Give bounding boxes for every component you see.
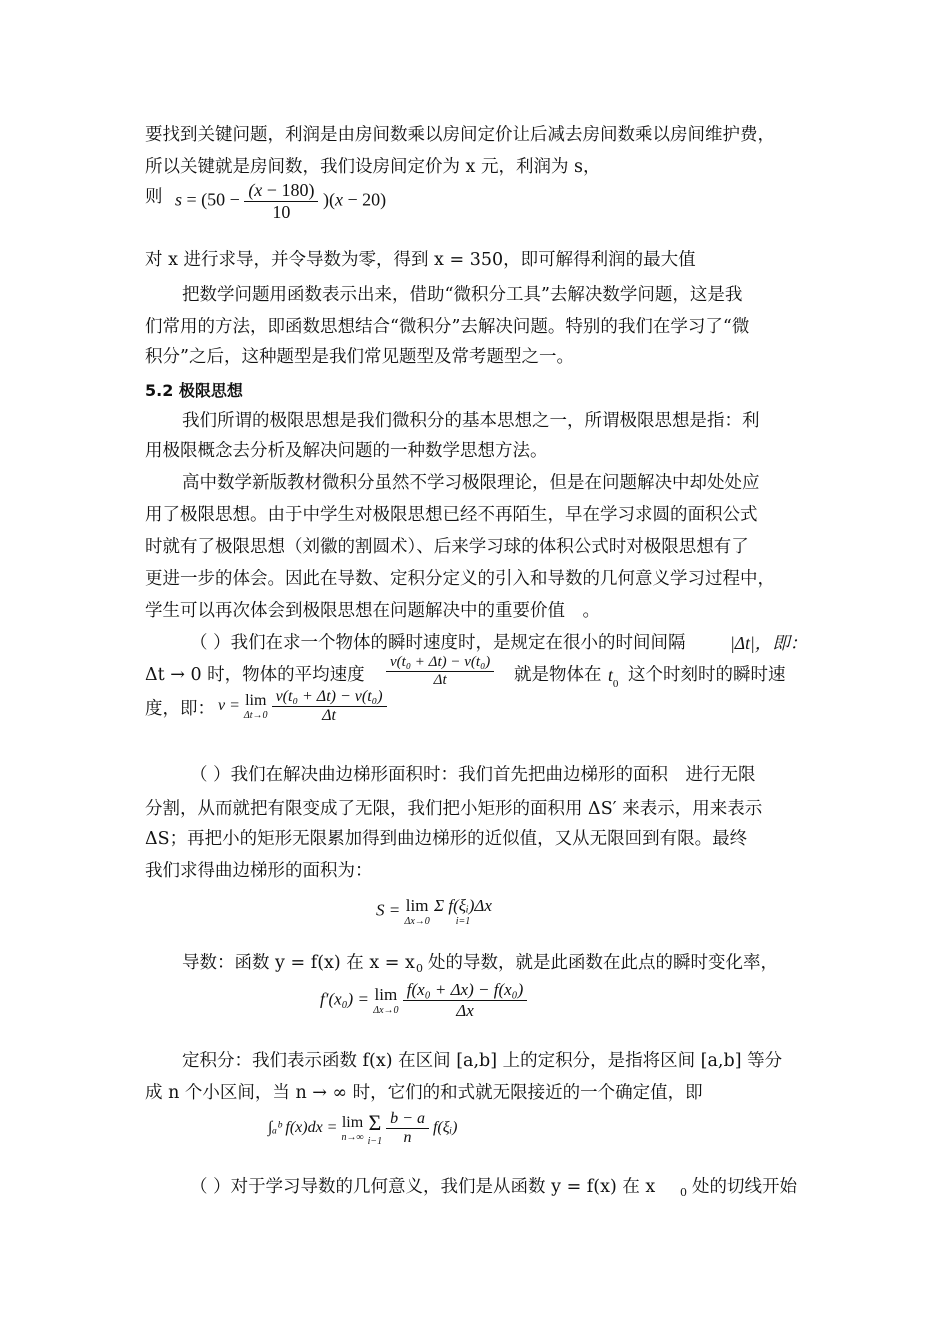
- text-line: 用了极限思想。由于中学生对极限思想已经不再陌生，早在学习求圆的面积公式: [145, 505, 758, 525]
- average-velocity-fraction: [386, 654, 494, 689]
- text-line: |Δt|，即：: [730, 633, 808, 653]
- text-line: 就是物体在: [514, 665, 602, 685]
- text-line: 我们求得曲边梯形的面积为：: [145, 861, 373, 881]
- text-line: 积分”之后，这种题型是我们常见题型及常考题型之一。: [145, 347, 574, 367]
- text-line: 用极限概念去分析及解决问题的一种数学思想方法。: [145, 441, 548, 461]
- text-line: （ ）我们在求一个物体的瞬时速度时，是规定在很小的时间间隔: [190, 633, 686, 653]
- text-line: 这个时刻时的瞬时速: [628, 665, 786, 685]
- text-line: 成 n 个小区间，当 n → ∞ 时，它们的和式就无限接近的一个确定值，即: [145, 1083, 703, 1103]
- text-line: 时就有了极限思想（刘徽的割圆术）、后来学习球的体积公式时对极限思想有了: [145, 537, 749, 557]
- text-line: 定积分：我们表示函数 f(x) 在区间 [a,b] 上的定积分，是指将区间 [a,b] 等分: [182, 1051, 783, 1071]
- text-line: 处的导数，就是此函数在此点的瞬时变化率，: [428, 953, 778, 973]
- area-limit-equation: S = lim Δx→0 Σ f(ξᵢ)Δx i=1: [376, 896, 492, 927]
- text-line: 我们所谓的极限思想是我们微积分的基本思想之一，所谓极限思想是指：利: [182, 411, 760, 431]
- derivative-equation: f′(x₀) = lim Δx→0 $\frac{\text{f(x₀ + Δx) − f(x₀)}}{\Delta x}$: [320, 980, 527, 1021]
- avg-numerator: v(t₀ + Δt) − v(t₀): [386, 654, 494, 672]
- text-line: 要找到关键问题，利润是由房间数乘以房间定价让后减去房间数乘以房间维护费，: [145, 125, 775, 145]
- text-line: 处的切线开始: [692, 1177, 797, 1197]
- avg-denominator: Δt: [433, 672, 447, 688]
- text-line: 分割，从而就把有限变成了无限，我们把小矩形的面积用 ΔS′ 来表示，用来表示: [145, 799, 763, 819]
- text-line: 学生可以再次体会到极限思想在问题解决中的重要价值 。: [145, 601, 600, 621]
- t0-symbol: $t_0$: [608, 665, 619, 690]
- text-line: Δt → 0 时，物体的平均速度: [145, 665, 365, 685]
- text-line: 对 x 进行求导，并令导数为零，得到 x = 350，即可解得利润的最大值: [145, 250, 696, 270]
- text-line: 把数学问题用函数表示出来，借助“微积分工具”去解决数学问题，这是我: [182, 285, 743, 305]
- text-line: 导数：函数 y = f(x) 在 x = x: [182, 953, 415, 973]
- subscript: 0: [680, 1186, 687, 1199]
- text-line: 度，即：: [145, 699, 215, 719]
- text-line: （ ）我们在解决曲边梯形面积时：我们首先把曲边梯形的面积 进行无限: [190, 765, 756, 785]
- text-line: ΔS；再把小的矩形无限累加得到曲边梯形的近似值，又从无限回到有限。最终: [145, 829, 748, 849]
- section-heading: 5.2 极限思想: [145, 381, 243, 400]
- text-line: 更进一步的体会。因此在导数、定积分定义的引入和导数的几何意义学习过程中，: [145, 569, 775, 589]
- velocity-limit-equation: v = lim Δt→0 $\frac{\text{v(t₀ + Δt) − v(t₀)}}{\Delta t}$: [218, 688, 387, 725]
- text-line: （ ）对于学习导数的几何意义，我们是从函数 y = f(x) 在 x: [190, 1177, 656, 1197]
- text-line: 则: [145, 187, 163, 207]
- subscript: 0: [416, 962, 423, 975]
- text-line: 所以关键就是房间数，我们设房间定价为 x 元，利润为 s，: [145, 157, 601, 177]
- profit-equation: s = (50 − $\frac{(x - 180)}{10}$ )(x − 20): [175, 180, 387, 222]
- text-line: 们常用的方法，即函数思想结合“微积分”去解决问题。特别的我们在学习了“微: [145, 317, 750, 337]
- integral-equation: ∫ₐᵇ f(x)dx = lim n→∞ Σ i−1 $\frac{b - a}{n}$ f(ξᵢ): [268, 1110, 458, 1147]
- text-line: 高中数学新版教材微积分虽然不学习极限理论，但是在问题解决中却处处应: [182, 473, 760, 493]
